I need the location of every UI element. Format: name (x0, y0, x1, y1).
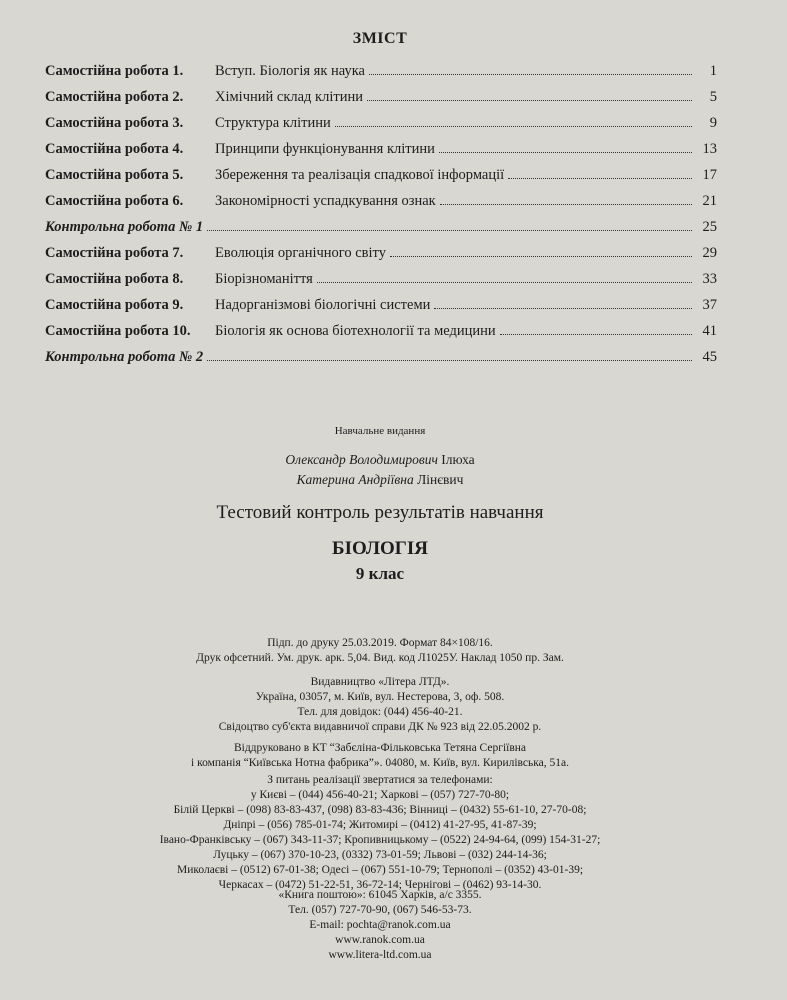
toc-entry-topic: Структура клітини (215, 115, 331, 131)
toc-entry-page: 13 (702, 141, 717, 157)
toc-entry-topic: Принципи функціонування клітини (215, 141, 435, 157)
table-of-contents (45, 58, 717, 370)
toc-entry-kind: Самостійна робота 2. (45, 89, 184, 105)
print-line: Друк офсетний. Ум. друк. арк. 5,04. Вид. код Л1025У. Наклад 1050 пр. Зам. (196, 652, 564, 664)
toc-entry-page: 29 (702, 245, 717, 261)
dot-leader (207, 229, 692, 231)
toc-entry-page: 17 (702, 167, 717, 183)
author-2-given: Катерина Андріївна (296, 472, 414, 487)
phone-line: Черкасах – (0472) 51-22-51, 36-72-14; Чернігові – (0462) 93-14-30. (218, 879, 542, 891)
book-subtitle: Тестовий контроль результатів навчання (216, 502, 544, 523)
toc-entry-kind: Контрольна робота № 2 (45, 349, 204, 365)
printer-line: Віддруковано в КТ “Забєліна-Фільковська Тетяна Сергіївна (233, 742, 527, 754)
toc-entry (45, 292, 717, 318)
book-title: БІОЛОГІЯ (332, 538, 428, 559)
phone-line: Дніпрі – (056) 785-01-74; Житомирі – (0412) 41-27-95, 41-87-39; (223, 819, 537, 831)
toc-entry-kind: Самостійна робота 5. (45, 167, 184, 183)
dot-leader (207, 359, 692, 361)
toc-entry-kind: Самостійна робота 8. (45, 271, 184, 287)
author-2 (0, 472, 760, 488)
toc-entry (45, 162, 717, 188)
sales-phones (0, 773, 760, 893)
dot-leader (434, 307, 692, 309)
toc-entry (45, 58, 717, 84)
website-text: www.ranok.com.ua (335, 934, 425, 946)
toc-entry-page: 45 (702, 349, 717, 365)
toc-entry-control (45, 344, 717, 370)
toc-entry-kind: Самостійна робота 3. (45, 115, 184, 131)
mail-order-info (0, 888, 760, 963)
toc-title: ЗМІСТ (352, 30, 408, 47)
toc-entry-topic: Еволюція органічного світу (215, 245, 386, 261)
toc-entry (45, 84, 717, 110)
print-info (0, 636, 760, 666)
toc-entry (45, 136, 717, 162)
dot-leader (369, 73, 692, 75)
author-1 (0, 452, 760, 468)
publisher-line: Свідоцтво суб'єкта видавничої справи ДК № 923 від 22.05.2002 р. (218, 721, 542, 733)
toc-entry-topic: Вступ. Біологія як наука (215, 63, 365, 79)
book-grade: 9 клас (355, 564, 405, 583)
toc-entry-control (45, 214, 717, 240)
toc-entry-topic: Біорізноманіття (215, 271, 313, 287)
dot-leader (367, 99, 692, 101)
toc-entry-topic: Біологія як основа біотехнології та медицини (215, 323, 496, 339)
toc-entry-topic: Хімічний склад клітини (215, 89, 363, 105)
phone-line: Білій Церкві – (098) 83-83-437, (098) 83-83-436; Вінниці – (0432) 55-61-10, 27-70-08; (173, 804, 587, 816)
toc-entry-page: 21 (702, 193, 717, 209)
dot-leader (390, 255, 692, 257)
publisher-line: Україна, 03057, м. Київ, вул. Нестерова, 3, оф. 508. (255, 691, 505, 703)
dot-leader (439, 151, 692, 153)
toc-entry-page: 9 (709, 115, 717, 131)
toc-entry (45, 266, 717, 292)
mail-line: Тел. (057) 727-70-90, (067) 546-53-73. (288, 904, 472, 916)
toc-entry-page: 33 (702, 271, 717, 287)
edition-type: Навчальне видання (334, 425, 426, 437)
toc-entry-page: 5 (709, 89, 717, 105)
website-text: www.litera-ltd.com.ua (328, 949, 432, 961)
toc-entry-kind: Самостійна робота 9. (45, 297, 184, 313)
phone-line: Миколаєві – (0512) 67-01-38; Одесі – (067) 551-10-79; Тернополі – (0352) 43-01-39; (176, 864, 584, 876)
phone-line: у Києві – (044) 456-40-21; Харкові – (057) 727-70-80; (250, 789, 510, 801)
dot-leader (500, 333, 692, 335)
toc-entry-topic: Збереження та реалізація спадкової інформації (215, 167, 505, 183)
publisher-info (0, 675, 760, 735)
toc-entry-page: 25 (702, 219, 717, 235)
email-text: E-mail: pochta@ranok.com.ua (309, 919, 451, 931)
printer-line: і компанія “Київська Нотна фабрика”». 04080, м. Київ, вул. Кирилівська, 51а. (191, 757, 569, 769)
phone-line: Івано-Франківську – (067) 343-11-37; Кропивницькому – (0522) 24-94-64, (099) 154-31-27; (159, 834, 601, 846)
toc-entry (45, 240, 717, 266)
publisher-line: Видавництво «Літера ЛТД». (310, 676, 450, 688)
toc-entry (45, 110, 717, 136)
toc-entry-page: 37 (702, 297, 717, 313)
author-1-family: Ілюха (441, 452, 475, 467)
toc-entry (45, 188, 717, 214)
toc-entry-kind: Самостійна робота 1. (45, 63, 184, 79)
toc-entry-topic: Надорганізмові біологічні системи (215, 297, 431, 313)
toc-entry-page: 1 (709, 63, 717, 79)
dot-leader (508, 177, 692, 179)
print-line: Підп. до друку 25.03.2019. Формат 84×108/16. (267, 637, 493, 649)
toc-entry-kind: Самостійна робота 10. (45, 323, 191, 339)
toc-entry (45, 318, 717, 344)
phone-line: Луцьку – (067) 370-10-23, (0332) 73-01-59; Львові – (032) 244-14-36; (213, 849, 547, 861)
toc-entry-kind: Самостійна робота 4. (45, 141, 184, 157)
printer-info (0, 741, 760, 771)
author-2-family: Лінєвич (417, 472, 464, 487)
dot-leader (440, 203, 692, 205)
phones-header: З питань реалізації звертатися за телефонами: (267, 774, 493, 786)
dot-leader (317, 281, 692, 283)
mail-line: «Книга поштою»: 61045 Харків, а/с 3355. (278, 889, 482, 901)
toc-entry-topic: Закономірності успадкування ознак (215, 193, 436, 209)
toc-entry-kind: Самостійна робота 7. (45, 245, 184, 261)
toc-entry-page: 41 (702, 323, 717, 339)
dot-leader (335, 125, 692, 127)
author-1-given: Олександр Володимирович (285, 452, 438, 467)
toc-entry-kind: Контрольна робота № 1 (45, 219, 204, 235)
publisher-line: Тел. для довідок: (044) 456-40-21. (297, 706, 463, 718)
toc-entry-kind: Самостійна робота 6. (45, 193, 184, 209)
